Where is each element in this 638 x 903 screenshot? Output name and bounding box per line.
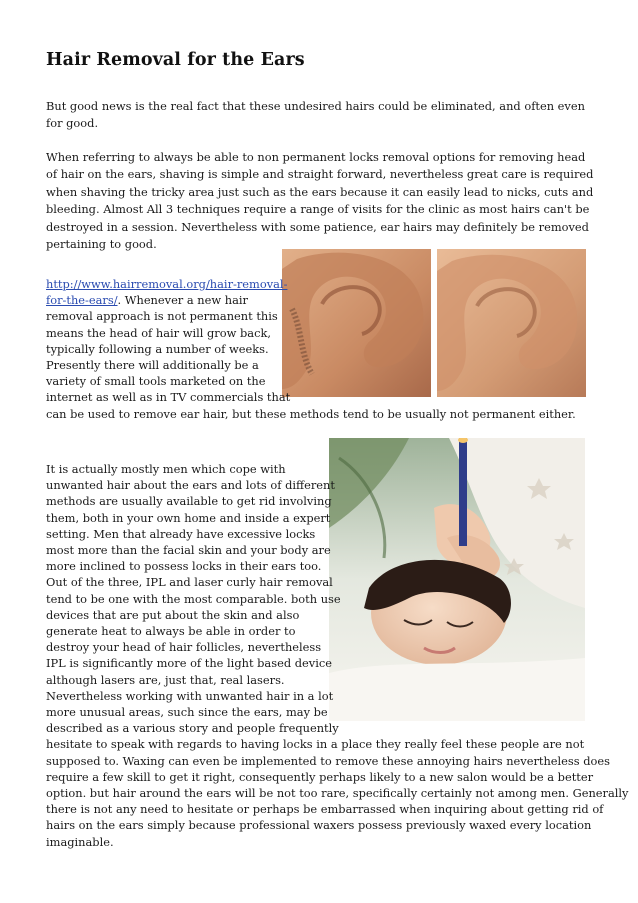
text-line: means the head of hair will grow back, bbox=[46, 325, 271, 340]
text-line: setting. Men that already have excessive locks bbox=[46, 526, 316, 541]
hair-removal-link-continued[interactable]: for-the-ears/ bbox=[46, 293, 118, 308]
section-text-men-hair-removal bbox=[46, 461, 629, 850]
section-text-ear-tools bbox=[46, 276, 594, 422]
text-line: more unusual areas, such since the ears, may be bbox=[46, 705, 328, 720]
paragraph-shaving: When referring to always be able to non permanent locks removal options for removing head of hair on the ears, shaving is simple and straight forward, nevertheless great care is required when shaving the tricky area just such as the ears because it can easily lead to nicks, cuts and bleeding. Almost All 3 techniques require a range of visits for the clinic as most hairs can't be destroyed in a session. Nevertheless with some patience, ear hairs may definitely be removed pertaining to good. bbox=[46, 150, 594, 252]
text-line: supposed to. Waxing can even be implemented to remove these annoying hairs nevertheless does bbox=[46, 753, 610, 768]
text-line: variety of small tools marketed on the bbox=[46, 374, 266, 389]
text-line: imaginable. bbox=[46, 834, 114, 849]
text-line: described as a various story and people frequently bbox=[46, 721, 339, 736]
text-line: methods are usually available to get rid involving bbox=[46, 494, 332, 509]
text-line: Nevertheless working with unwanted hair in a lot bbox=[46, 688, 334, 703]
text-line: devices that are put about the skin and also bbox=[46, 607, 300, 622]
text-line: require a few skill to get it right, consequently perhaps likely to a new salon would be a better bbox=[46, 769, 594, 784]
text-line: internet as well as in TV commercials that bbox=[46, 390, 291, 405]
text-line: most more than the facial skin and your body are bbox=[46, 543, 331, 558]
text-line: there is not any need to hesitate or perhaps be embarrassed when inquiring about getting rid of bbox=[46, 802, 604, 817]
text-after-link: . Whenever a new hair bbox=[117, 293, 248, 308]
text-line: hairs on the ears simply because professional waxers possess previously waxed every location bbox=[46, 818, 592, 833]
text-line: destroy your head of hair follicles, nevertheless bbox=[46, 640, 322, 655]
hair-removal-link[interactable]: http://www.hairremoval.org/hair-removal- bbox=[46, 277, 288, 291]
text-line: It is actually mostly men which cope with bbox=[46, 462, 286, 476]
text-line: generate heat to always be able in order to bbox=[46, 624, 296, 639]
text-line: unwanted hair about the ears and lots of different bbox=[46, 478, 335, 493]
text-line: although lasers are, just that, real lasers. bbox=[46, 672, 285, 687]
text-line: typically following a number of weeks. bbox=[46, 341, 269, 356]
text-line: Out of the three, IPL and laser curly hair removal bbox=[46, 575, 333, 590]
text-line: hesitate to speak with regards to having locks in a place they really feel these people are not bbox=[46, 737, 585, 752]
text-line: option. but hair around the ears will be not too rare, specifically certainly not among men. Generally bbox=[46, 786, 629, 801]
text-line: more inclined to possess locks in their ears too. bbox=[46, 559, 322, 574]
page-title: Hair Removal for the Ears bbox=[46, 50, 305, 70]
text-line: removal approach is not permanent this bbox=[46, 309, 278, 324]
paragraph-intro: But good news is the real fact that these undesired hairs could be eliminated, and often even for good. bbox=[46, 99, 585, 131]
text-line: tend to be one with the most comparable. both use bbox=[46, 591, 341, 606]
text-line: IPL is significantly more of the light based device bbox=[46, 656, 332, 671]
text-line: Presently there will additionally be a bbox=[46, 358, 259, 373]
link-line-continued bbox=[46, 292, 594, 308]
text-line: can be used to remove ear hair, but these methods tend to be usually not permanent either. bbox=[46, 406, 576, 421]
link-line bbox=[46, 276, 594, 292]
text-line: them, both in your own home and inside a expert bbox=[46, 510, 331, 525]
